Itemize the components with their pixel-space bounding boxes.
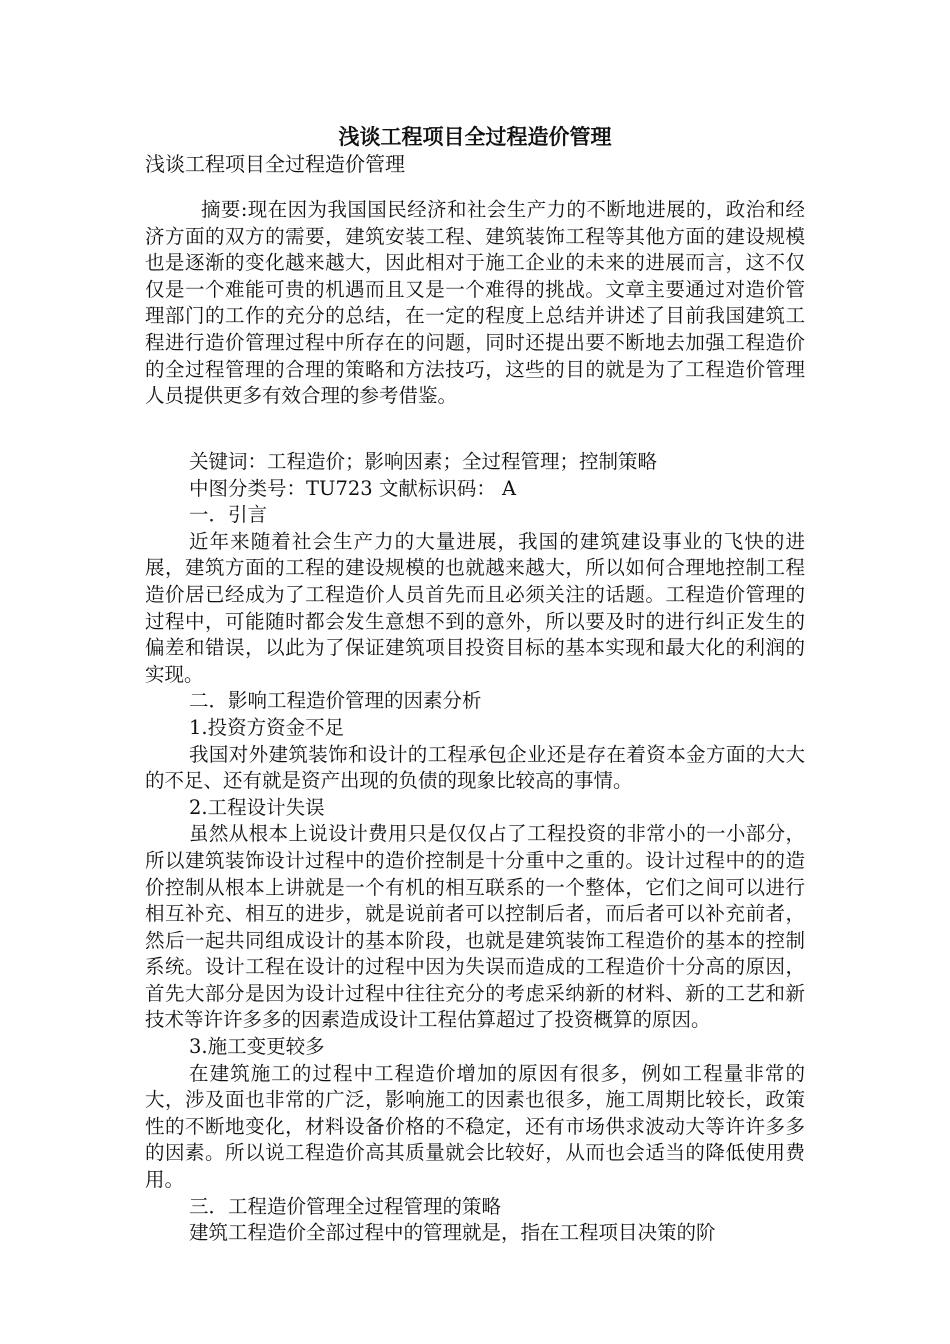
abstract-paragraph: 摘要:现在因为我国国民经济和社会生产力的不断地进展的，政治和经济方面的双方的需要，建筑安装工程、建筑装饰工程等其他方面的建设规模也是逐渐的变化越来越大，因此相对于施工企业的未来的进展而言，这不仅仅是一个难能可贵的机遇而且又是一个难得的挑战。文章主要通过对造价管理部门的工作的充分的总结，在一定的程度上总结并讲述了目前我国建筑工程进行造价管理过程中所存在的问题，同时还提出要不断地去加强工程造价的全过程管理的合理的策略和方法技巧，这些的目的就是为了工程造价管理人员提供更多有效合理的参考借鉴。 xyxy=(145,198,805,408)
subheading-investment: 1.投资方资金不足 xyxy=(189,715,345,739)
construction-paragraph: 在建筑施工的过程中工程造价增加的原因有很多，例如工程量非常的大，涉及面也非常的广泛，影响施工的因素也很多，施工周期比较长，政策性的不断地变化，材料设备价格的不稳定，还有市场供求波动大等许许多多的因素。所以说工程造价高其质量就会比较好，从而也会适当的降低使用费用。 xyxy=(145,1061,805,1192)
classification-line: 中图分类号：TU723 文献标识码： A xyxy=(189,476,517,500)
subheading-design: 2.工程设计失误 xyxy=(189,795,325,819)
abstract-block xyxy=(145,197,805,410)
subheading-construction: 3.施工变更较多 xyxy=(189,1035,325,1059)
section-heading-strategy: 三．工程造价管理全过程管理的策略 xyxy=(189,1194,502,1218)
investment-paragraph: 我国对外建筑装饰和设计的工程承包企业还是存在着资本金方面的大大的不足、还有就是资产出现的负债的现象比较高的事情。 xyxy=(145,742,805,793)
section-heading-intro: 一．引言 xyxy=(189,503,268,527)
design-paragraph: 虽然从根本上说设计费用只是仅仅占了工程投资的非常小的一小部分，所以建筑装饰设计过程中的造价控制是十分重中之重的。设计过程中的的造价控制从根本上讲就是一个有机的相互联系的一个整体，它们之间可以进行相互补充、相互的进步，就是说前者可以控制后者，而后者可以补充前者，然后一起共同组成设计的基本阶段，也就是建筑装饰工程造价的基本的控制系统。设计工程在设计的过程中因为失误而造成的工程造价十分高的原因，首先大部分是因为设计过程中往往充分的考虑采纳新的材料、新的工艺和新技术等许许多多的因素造成设计工程估算超过了投资概算的原因。 xyxy=(145,822,805,1032)
strategy-paragraph: 建筑工程造价全部过程中的管理就是，指在工程项目决策的阶 xyxy=(189,1221,716,1245)
keywords-line: 关键词：工程造价；影响因素；全过程管理；控制策略 xyxy=(189,450,658,473)
section-heading-factors: 二．影响工程造价管理的因素分析 xyxy=(189,689,482,713)
intro-paragraph: 近年来随着社会生产力的大量进展，我国的建筑建设事业的飞快的进展，建筑方面的工程的建设规模的也就越来越大，所以如何合理地控制工程造价居已经成为了工程造价人员首先而且必须关注的话题。工程造价管理的过程中，可能随时都会发生意想不到的意外，所以要及时的进行纠正发生的偏差和错误，以此为了保证建筑项目投资目标的基本实现和最大化的利润的实现。 xyxy=(145,529,805,686)
main-body xyxy=(145,449,805,1247)
document-subtitle: 浅谈工程项目全过程造价管理 xyxy=(145,152,405,176)
document-title: 浅谈工程项目全过程造价管理 xyxy=(338,124,612,149)
